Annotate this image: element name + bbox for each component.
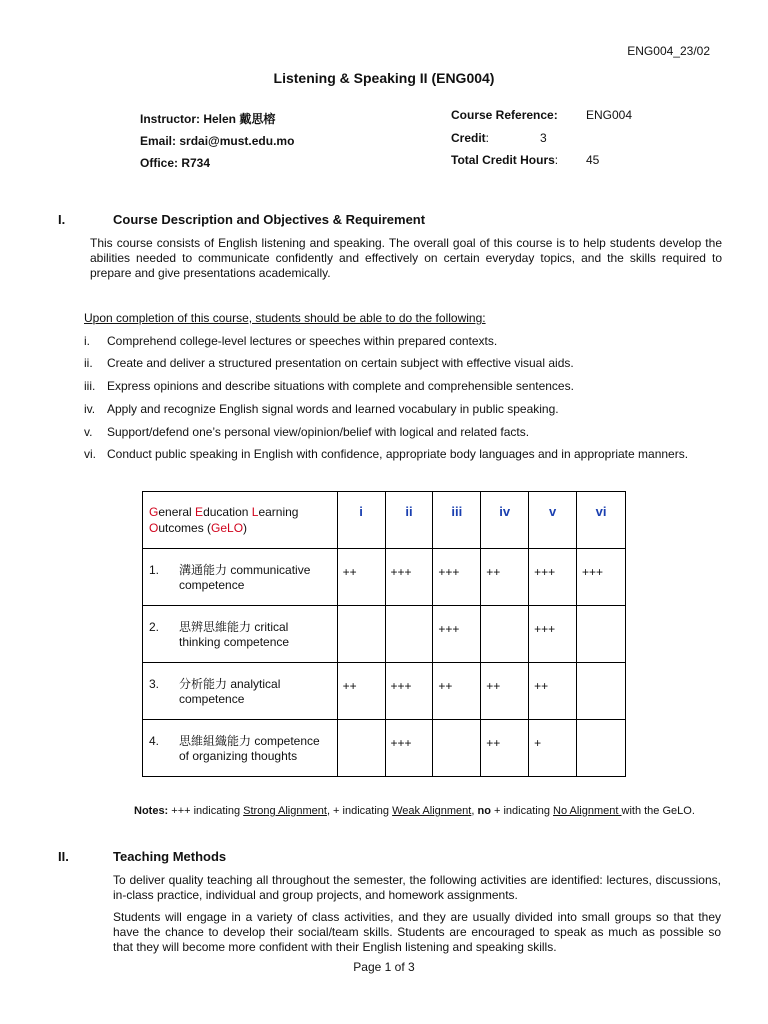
alignment-mark: +++ [390,736,412,750]
mark-cell [433,549,481,606]
outcome-label: 思維組織能力 competence [179,734,320,748]
alignment-mark [577,663,625,679]
mark-cell [577,606,626,663]
column-header [529,492,577,549]
mark-cell [529,606,577,663]
objective-text: Express opinions and describe situations with complete and comprehensible sentences. [107,379,574,393]
credit-colon: : [485,131,490,145]
notes-text: with the GeLO. [621,805,695,817]
column-label: i [359,504,363,519]
objective-number: ii. [84,356,93,370]
column-label: v [548,504,557,519]
mark-cell [385,663,433,720]
mark-cell [337,663,385,720]
gelo-initial-e: E [195,505,204,519]
gelo-word-ducation: ducation [203,505,252,519]
notes-weak: Weak Alignment [392,805,472,817]
objective-number: iv. [84,402,96,416]
mark-cell [337,549,385,606]
mark-cell [481,606,529,663]
outcome-label-cont: thinking competence [179,635,290,649]
mark-cell [577,663,626,720]
instructor: Instructor: Helen 戴思榕 [140,112,276,126]
notes-text: , + indicating [326,805,393,817]
teaching-methods-para-1: To deliver quality teaching all throughout the semester, the following activities are identified: lectures, discussions, in-class practice, individual and group projects, and homework assignments. [113,873,721,902]
credit-value: 3 [540,131,547,145]
objective-text: Comprehend college-level lectures or speeches within prepared contexts. [107,334,498,348]
section-2-number: II. [58,849,69,864]
notes-no: no [477,805,491,817]
mark-cell [337,720,385,777]
alignment-mark [386,606,433,622]
mark-cell [529,549,577,606]
mark-cell [577,549,626,606]
email: Email: srdai@must.edu.mo [140,134,295,148]
course-reference-label: Course Reference: [451,108,558,122]
table-row [143,606,626,663]
column-header [337,492,385,549]
alignment-mark: +++ [534,565,556,579]
alignment-mark [338,606,385,622]
mark-cell [481,549,529,606]
section-2-title: Teaching Methods [113,849,227,864]
credit-label [451,131,489,145]
gelo-abbrev: GeLO [211,521,244,535]
teaching-methods-para-2: Students will engage in a variety of class activities, and they are usually divided into small groups so that they have the chance to develop their social/team skills. Students are encouraged to speak as much as possible so that they will become more confident with their English listening and speaking skills. [113,910,721,954]
notes-text: + indicating [490,805,554,817]
alignment-mark: +++ [438,622,460,636]
outcome-cell [143,720,338,777]
alignment-mark: +++ [438,565,460,579]
mark-cell [433,663,481,720]
mark-cell [577,720,626,777]
column-label: iv [499,504,511,519]
alignment-mark: ++ [342,679,357,693]
outcome-number: 3. [149,677,160,691]
outcome-number: 1. [149,563,160,577]
objective-text: Create and deliver a structured presentation on certain subject with effective visual aids. [107,356,574,370]
notes-none: No Alignment [553,805,622,817]
objective-text: Support/defend one’s personal view/opinion/belief with logical and related facts. [107,425,530,439]
gelo-word-utcomes: utcomes ( [158,521,212,535]
notes-text: +++ indicating [168,805,244,817]
mark-cell [337,606,385,663]
gelo-initial-g: G [149,505,159,519]
outcome-label: 溝通能力 communicative [179,563,311,577]
column-header [385,492,433,549]
table-row [143,549,626,606]
course-reference-value: ENG004 [586,108,633,122]
total-hours-value: 45 [586,153,600,167]
gelo-word-eneral: eneral [158,505,196,519]
outcome-label: 思辨思維能力 critical [179,620,289,634]
column-header [481,492,529,549]
total-hours-label [451,153,558,167]
alignment-mark: + [534,736,542,750]
page-title: Listening & Speaking II (ENG004) [273,70,495,86]
gelo-header-text [143,492,337,536]
outcome-label-cont: competence [179,578,245,592]
column-label: iii [451,504,463,519]
gelo-word-earning: earning [258,505,299,519]
document-code: ENG004_23/02 [627,44,710,58]
section-1-number: I. [58,212,66,227]
alignment-mark [577,720,625,736]
mark-cell [433,606,481,663]
outcome-label-cont: competence [179,692,245,706]
table-row [143,720,626,777]
gelo-alignment-table [142,491,626,777]
office: Office: R734 [140,156,211,170]
alignment-mark: ++ [342,565,357,579]
alignment-mark: ++ [534,679,549,693]
mark-cell [385,606,433,663]
alignment-notes [134,805,695,817]
gelo-initial-o: O [149,521,159,535]
mark-cell [529,720,577,777]
column-label: ii [405,504,413,519]
alignment-mark: ++ [486,736,501,750]
alignment-mark [481,606,528,622]
alignment-mark: ++ [486,565,501,579]
objective-number: vi. [84,447,96,461]
mark-cell [385,549,433,606]
alignment-mark [433,720,480,736]
objective-number: i. [84,334,90,348]
table-header-row [143,492,626,549]
alignment-mark: +++ [534,622,556,636]
alignment-mark [577,606,625,622]
gelo-initial-l: L [251,505,259,519]
objective-number: v. [84,425,93,439]
total-hours-label-text: Total Credit Hours [451,153,555,167]
column-header [433,492,481,549]
outcome-label-cont: of organizing thoughts [179,749,298,763]
outcome-label: 分析能力 analytical [179,677,281,691]
credit-label-text: Credit [451,131,486,145]
objective-text: Apply and recognize English signal words and learned vocabulary in public speaking. [107,402,559,416]
alignment-mark: ++ [438,679,453,693]
objective-text: Conduct public speaking in English with confidence, appropriate body languages and in appropriate manners. [107,447,689,461]
section-1-title: Course Description and Objectives & Requirement [113,212,426,227]
outcome-cell [143,606,338,663]
notes-label: Notes: [134,805,169,817]
column-label: vi [595,504,607,519]
mark-cell [481,663,529,720]
mark-cell [433,720,481,777]
gelo-header-cell [143,492,338,549]
outcome-number: 4. [149,734,160,748]
alignment-mark: +++ [582,565,604,579]
page-number: Page 1 of 3 [353,960,415,974]
alignment-mark [338,720,385,736]
outcome-number: 2. [149,620,160,634]
column-header [577,492,626,549]
notes-strong: Strong Alignment [243,805,327,817]
objective-number: iii. [84,379,96,393]
mark-cell [529,663,577,720]
course-description: This course consists of English listening and speaking. The overall goal of this course is to help students develop the abilities needed to communicate confidently and effectively on certain everyday topics, and the skills required to prepare and give presentations academically. [90,236,722,280]
alignment-mark: +++ [390,565,412,579]
gelo-close-paren: ) [243,521,248,535]
table-row [143,663,626,720]
outcome-cell [143,549,338,606]
objectives-lead-in: Upon completion of this course, students should be able to do the following: [84,311,486,325]
alignment-mark: ++ [486,679,501,693]
total-hours-colon: : [554,153,559,167]
notes-text: , [471,805,478,817]
mark-cell [385,720,433,777]
mark-cell [481,720,529,777]
outcome-cell [143,663,338,720]
alignment-mark: +++ [390,679,412,693]
